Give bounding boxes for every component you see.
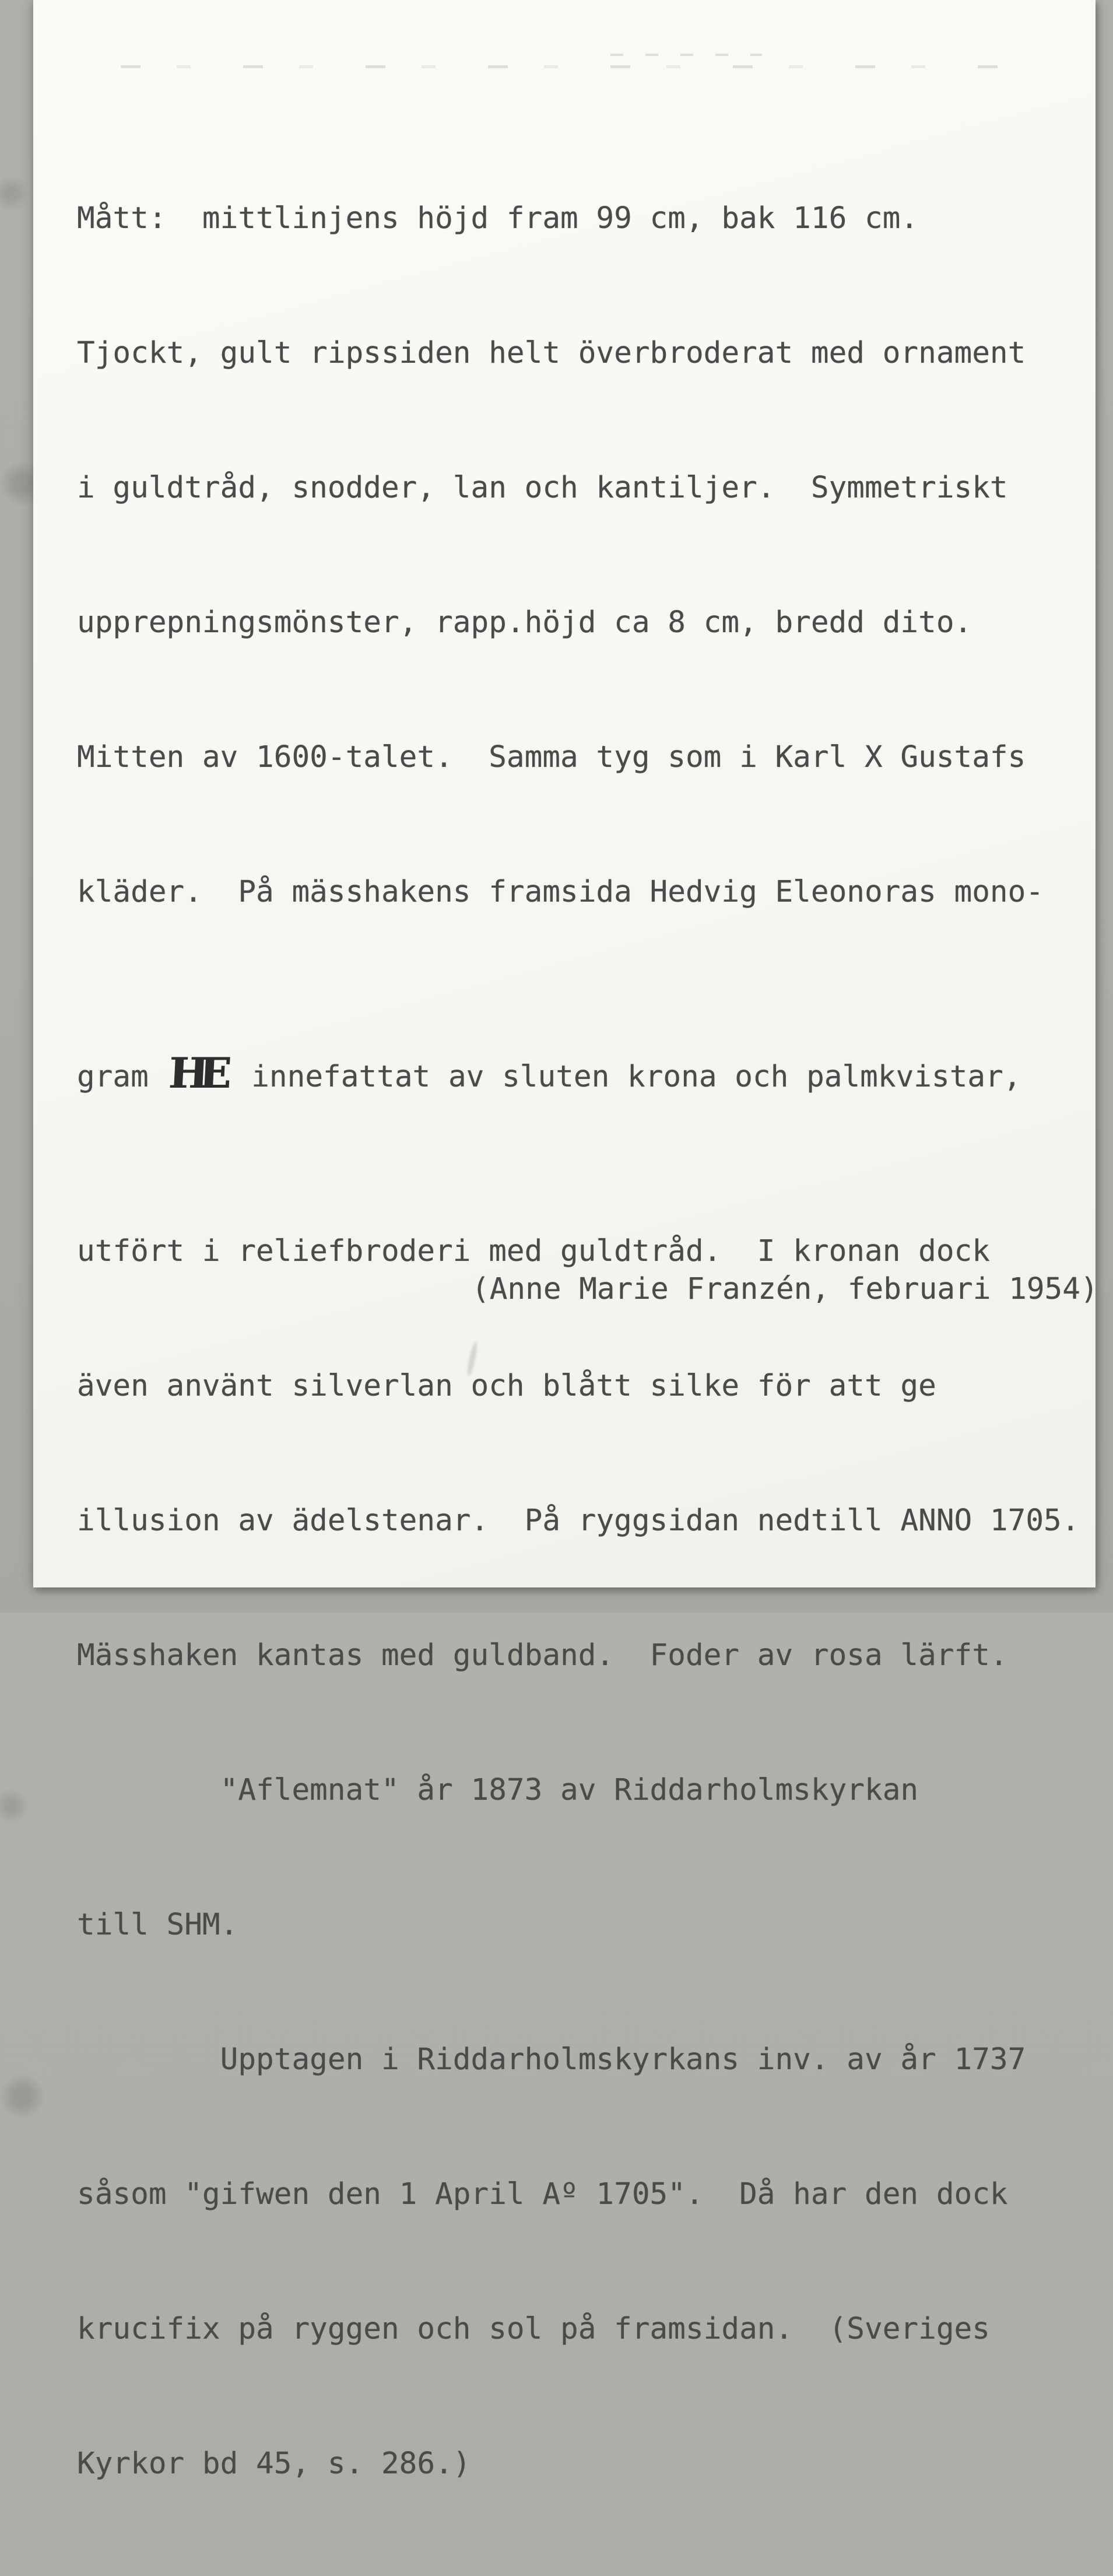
text-line: till SHM. (77, 1908, 238, 1942)
text-line: i guldtråd, snodder, lan och kantiljer. Symmetriskt (77, 471, 1008, 505)
text-line: kläder. På mässhakens framsida Hedvig Eleonoras mono- (77, 875, 1044, 909)
hedvig-eleonora-monogram: HE (167, 1048, 223, 1098)
text-line: Upptagen i Riddarholmskyrkans inv. av år 1737 (77, 2042, 1026, 2077)
scan-artifact-marks-secondary (610, 54, 762, 56)
text-line: såsom "gifwen den 1 April Aº 1705". Då har den dock (77, 2177, 1008, 2211)
text-line: Kyrkor bd 45, s. 286.) (77, 2447, 471, 2481)
scan-artifact-marks (121, 65, 1030, 68)
monogram-prefix-text: gram (77, 1060, 167, 1094)
text-line: illusion av ädelstenar. På ryggsidan nedtill ANNO 1705. (77, 1503, 1080, 1538)
text-line: upprepningsmönster, rapp.höjd ca 8 cm, bredd dito. (77, 605, 972, 640)
text-line: Mitten av 1600-talet. Samma tyg som i Karl X Gustafs (77, 740, 1026, 774)
document-card (33, 0, 1098, 2481)
signature-line: (Anne Marie Franzén, februari 1954) (472, 1272, 1098, 1306)
text-line: krucifix på ryggen och sol på framsidan. (Sveriges (77, 2312, 990, 2346)
text-line: utfört i reliefbroderi med guldtråd. I kronan dock (77, 1234, 990, 1268)
typewritten-text-block (77, 106, 1079, 2576)
text-line: Mått: mittlinjens höjd fram 99 cm, bak 116 cm. (77, 201, 919, 236)
text-line: även använt silverlan och blått silke för att ge (77, 1369, 936, 1403)
text-line-with-monogram (77, 1048, 1079, 1098)
text-line: "Aflemnat" år 1873 av Riddarholmskyrkan (77, 1773, 919, 1807)
text-line: Tjockt, gult ripssiden helt överbroderat med ornament (77, 336, 1026, 370)
monogram-suffix-text: innefattat av sluten krona och palmkvistar, (233, 1060, 1021, 1094)
text-line: Mässhaken kantas med guldband. Foder av rosa lärft. (77, 1638, 1008, 1673)
